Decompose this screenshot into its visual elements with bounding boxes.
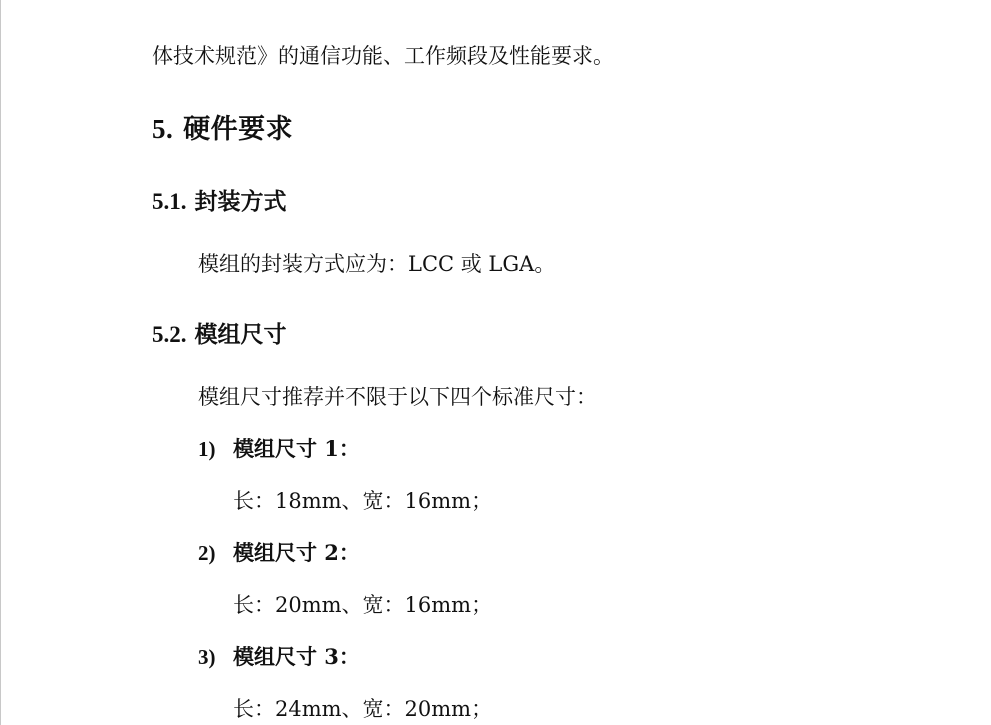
section-5-1-title: 封装方式: [194, 188, 287, 215]
intro-paragraph-line: 体技术规范》的通信功能、工作频段及性能要求。: [152, 44, 614, 68]
section-5-title: 硬件要求: [183, 114, 294, 145]
list-item-1-label: [198, 435, 360, 463]
list-item-3-number: 3): [198, 645, 216, 669]
section-5-2-body: 模组尺寸推荐并不限于以下四个标准尺寸：: [198, 385, 597, 409]
section-5-1-body: 模组的封装方式应为：LCC 或 LGA。: [198, 252, 556, 276]
list-item-2-number: 2): [198, 541, 216, 565]
section-5-heading: [152, 112, 293, 147]
section-5-number: 5.: [152, 114, 174, 144]
section-5-2-number: 5.2.: [152, 322, 187, 347]
list-item-1-number: 1): [198, 437, 216, 461]
section-5-2-title: 模组尺寸: [194, 321, 287, 348]
list-item-3-title: 模组尺寸 3：: [233, 644, 360, 669]
list-item-2-label: [198, 539, 360, 567]
list-item-3-label: [198, 643, 360, 671]
section-5-1-number: 5.1.: [152, 189, 187, 214]
page-left-edge: [0, 0, 1, 725]
list-item-2-detail: 长：20mm、宽：16mm；: [233, 593, 493, 617]
list-item-2-title: 模组尺寸 2：: [233, 540, 360, 565]
section-5-2-heading: [152, 320, 287, 350]
list-item-1-title: 模组尺寸 1：: [233, 436, 360, 461]
list-item-1-detail: 长：18mm、宽：16mm；: [233, 489, 493, 513]
list-item-3-detail: 长：24mm、宽：20mm；: [233, 697, 493, 721]
section-5-1-heading: [152, 187, 287, 217]
